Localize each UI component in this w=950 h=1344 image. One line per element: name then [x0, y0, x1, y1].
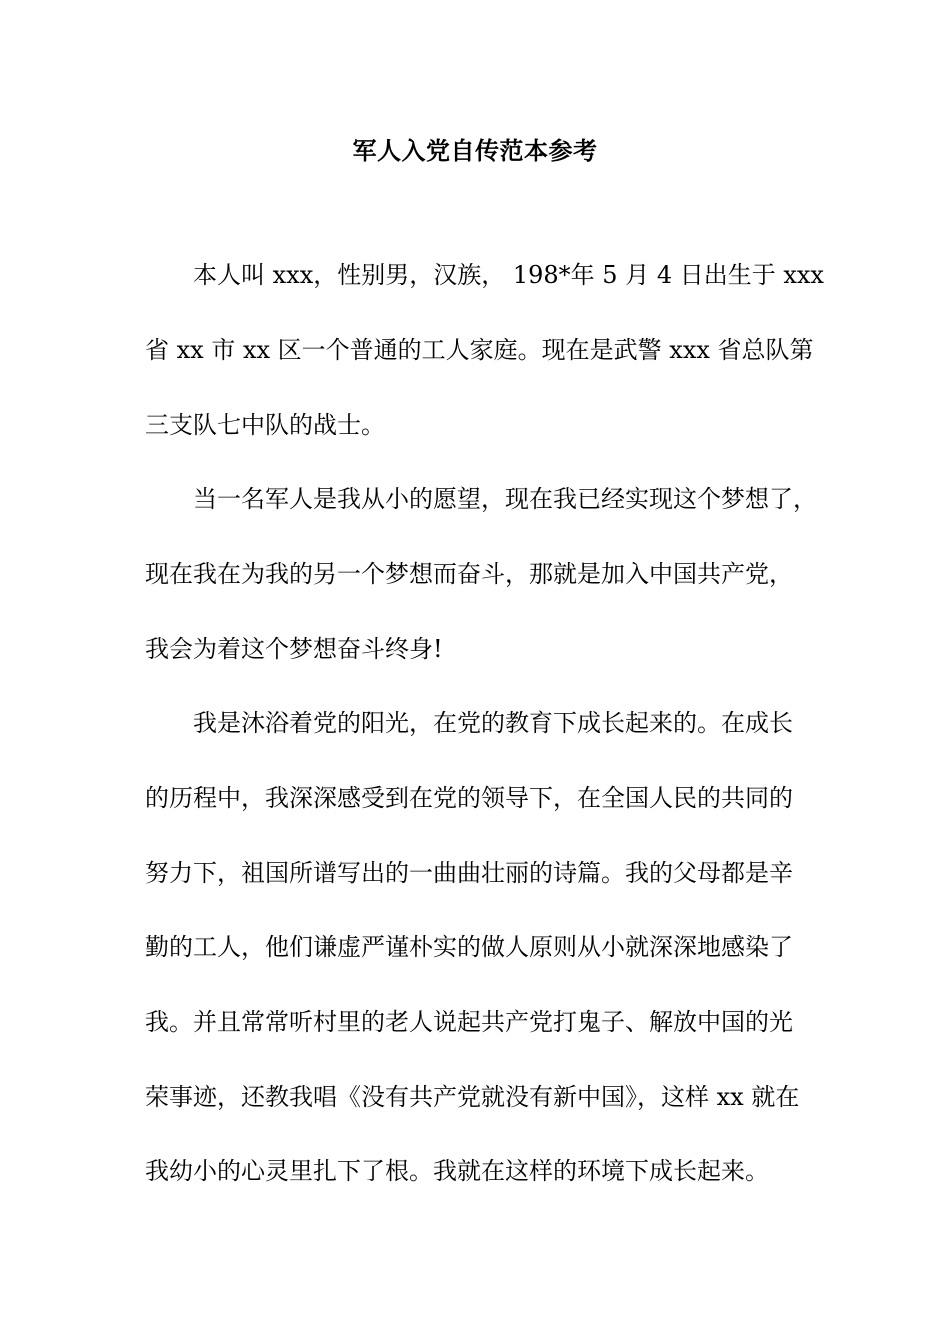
- paragraph-2-line-1: 当一名军人是我从小的愿望，现在我已经实现这个梦想了，: [193, 485, 817, 513]
- paragraph-3-line-7: 我幼小的心灵里扎下了根。我就在这样的环境下成长起来。: [145, 1157, 769, 1185]
- paragraph-3-line-2: 的历程中，我深深感受到在党的领导下，在全国人民的共同的: [145, 784, 793, 812]
- paragraph-1-line-2: 省 xx 市 xx 区一个普通的工人家庭。现在是武警 xxx 省总队第: [145, 336, 814, 364]
- paragraph-3-line-6: 荣事迹，还教我唱《没有共产党就没有新中国》，这样 xx 就在: [145, 1083, 800, 1111]
- paragraph-2-line-2: 现在我在为我的另一个梦想而奋斗，那就是加入中国共产党，: [145, 560, 793, 588]
- paragraph-3-line-5: 我。并且常常听村里的老人说起共产党打鬼子、解放中国的光: [145, 1008, 793, 1036]
- paragraph-3-line-1: 我是沐浴着党的阳光，在党的教育下成长起来的。在成长: [193, 709, 793, 737]
- paragraph-1-line-1: 本人叫 xxx，性别男，汉族， 198*年 5 月 4 日出生于 xxx: [193, 261, 824, 289]
- paragraph-2-line-3: 我会为着这个梦想奋斗终身!: [145, 635, 443, 663]
- document-title: 军人入党自传范本参考: [352, 136, 598, 165]
- paragraph-3-line-4: 勤的工人，他们谦虚严谨朴实的做人原则从小就深深地感染了: [145, 933, 793, 961]
- paragraph-3-line-3: 努力下，祖国所谱写出的一曲曲壮丽的诗篇。我的父母都是辛: [145, 859, 793, 887]
- paragraph-1-line-3: 三支队七中队的战士。: [145, 411, 385, 439]
